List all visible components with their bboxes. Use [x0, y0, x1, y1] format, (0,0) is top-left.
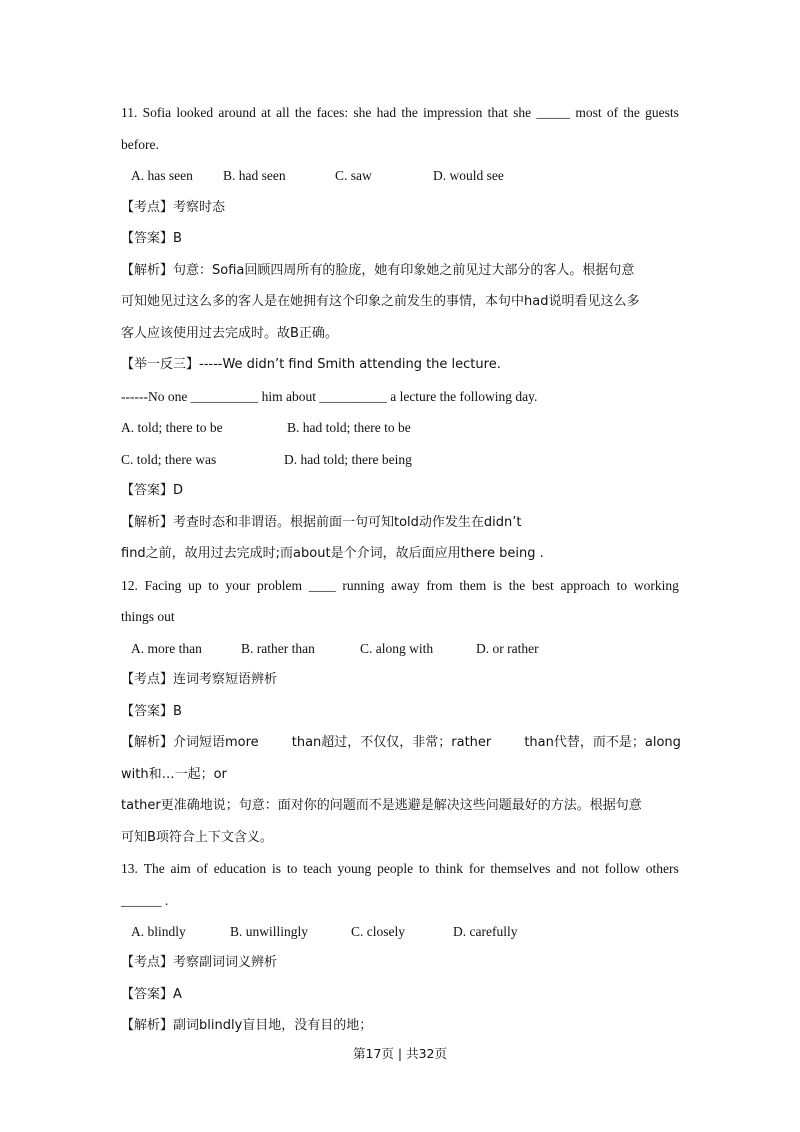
q11-extra-option-d: D. had told; there being: [284, 452, 412, 467]
stem-word: 11.: [121, 105, 138, 120]
q12-jiexi-line2: with和…一起；or: [121, 767, 227, 782]
stem-word: is: [493, 578, 503, 593]
q11-answer: 【答案】B: [121, 231, 182, 246]
stem-word: young: [337, 861, 372, 876]
stem-word: impression: [423, 105, 483, 120]
stem-word: think: [435, 861, 464, 876]
q11-option-b: B. had seen: [223, 168, 286, 183]
q11-jiexi-line2: 可知她见过这么多的客人是在她拥有这个印象之前发生的事情，本句中had说明看见这么多: [121, 294, 640, 309]
q12-stem-line1: [121, 578, 679, 594]
stem-word: she: [353, 105, 372, 120]
q11-option-c: C. saw: [335, 168, 372, 183]
stem-word: to: [208, 578, 219, 593]
stem-word: around: [218, 105, 256, 120]
q13-stem-line1: [121, 861, 679, 877]
q12-option-c: C. along with: [360, 641, 434, 656]
q11-option-a: A. has seen: [131, 168, 193, 183]
q12-option-d: D. or rather: [476, 641, 539, 656]
stem-word: themselves: [490, 861, 551, 876]
q12-option-a: A. more than: [131, 641, 202, 656]
stem-word: 12.: [121, 578, 138, 593]
q11-extra-option-b: B. had told; there to be: [287, 420, 411, 435]
stem-word: guests: [645, 105, 679, 120]
stem-word: to: [418, 861, 430, 876]
stem-word: not: [581, 861, 599, 876]
stem-word: ____: [308, 578, 336, 593]
q11-option-d: D. would see: [433, 168, 504, 183]
stem-word: faces:: [316, 105, 349, 120]
q12-kaodian: 【考点】连词考察短语辨析: [121, 672, 278, 687]
q11-extra-line2: ------No one __________ him about __________ a lecture the following day.: [121, 389, 538, 404]
stem-word: for: [468, 861, 485, 876]
q11-extra-line1: 【举一反三】-----We didn’t find Smith attending the lecture.: [121, 357, 501, 372]
stem-word: had: [376, 105, 397, 120]
q11-extra-jiexi-line2: find之前，故用过去完成时;而about是个介词，故后面应用there being .: [121, 546, 544, 561]
page-number-footer: 第17页 | 共32页: [353, 1046, 447, 1061]
stem-word: _____: [536, 105, 571, 120]
stem-word: Sofia: [142, 105, 172, 120]
q11-stem-line2: before.: [121, 137, 159, 152]
stem-word: is: [272, 861, 282, 876]
stem-word: looked: [176, 105, 214, 120]
q11-jiexi-line3: 客人应该使用过去完成时。故B正确。: [121, 326, 338, 341]
stem-word: she: [513, 105, 532, 120]
stem-word: them: [459, 578, 487, 593]
stem-word: all: [276, 105, 290, 120]
q12-answer: 【答案】B: [121, 704, 182, 719]
q12-stem-line2: things out: [121, 609, 175, 624]
stem-word: the: [401, 105, 418, 120]
q13-option-c: C. closely: [351, 924, 405, 939]
stem-word: away: [391, 578, 420, 593]
q11-extra-option-a: A. told; there to be: [121, 420, 223, 435]
stem-word: working: [633, 578, 679, 593]
q12-jiexi-line1: 【解析】介词短语more than超过，不仅仅，非常；rather than代替，而不是；along: [121, 735, 681, 750]
stem-word: up: [188, 578, 202, 593]
stem-word: that: [487, 105, 508, 120]
q12-jiexi-line3: tather更准确地说；句意：面对你的问题而不是逃避是解决这些问题最好的方法。根据句意: [121, 798, 642, 813]
q13-option-b: B. unwillingly: [230, 924, 309, 939]
stem-word: teach: [303, 861, 332, 876]
q11-extra-jiexi-line1: 【解析】考查时态和非谓语。根据前面一句可知told动作发生在didn’t: [121, 515, 522, 530]
stem-word: running: [342, 578, 385, 593]
stem-word: The: [143, 861, 165, 876]
stem-word: to: [616, 578, 628, 593]
stem-word: 13.: [121, 861, 138, 876]
q11-kaodian: 【考点】考察时态: [121, 200, 226, 215]
stem-word: the: [508, 578, 526, 593]
stem-word: follow: [604, 861, 640, 876]
q11-extra-option-c: C. told; there was: [121, 452, 217, 467]
stem-word: problem: [256, 578, 302, 593]
stem-word: aim: [170, 861, 191, 876]
q12-jiexi-line4: 可知B项符合上下文含义。: [121, 830, 273, 845]
stem-word: education: [213, 861, 267, 876]
stem-word: of: [196, 861, 208, 876]
stem-word: the: [294, 105, 312, 120]
stem-word: your: [225, 578, 251, 593]
q13-stem-line2: ______ .: [121, 893, 169, 908]
stem-word: to: [286, 861, 298, 876]
q11-stem-line1: [121, 105, 679, 121]
stem-word: from: [426, 578, 453, 593]
stem-word: approach: [560, 578, 610, 593]
q13-answer: 【答案】A: [121, 987, 182, 1002]
stem-word: most: [575, 105, 602, 120]
q13-option-d: D. carefully: [453, 924, 518, 939]
q12-option-b: B. rather than: [241, 641, 315, 656]
stem-word: others: [645, 861, 679, 876]
stem-word: and: [556, 861, 576, 876]
q13-jiexi-line1: 【解析】副词blindly盲目地，没有目的地；: [121, 1018, 373, 1033]
q11-jiexi-line1: 【解析】句意：Sofia回顾四周所有的脸庞，她有印象她之前见过大部分的客人。根据句意: [121, 263, 635, 278]
stem-word: best: [531, 578, 554, 593]
stem-word: Facing: [144, 578, 182, 593]
q13-option-a: A. blindly: [131, 924, 186, 939]
stem-word: the: [623, 105, 640, 120]
stem-word: of: [606, 105, 619, 120]
q11-extra-answer: 【答案】D: [121, 483, 184, 498]
stem-word: at: [261, 105, 271, 120]
stem-word: people: [377, 861, 414, 876]
q13-kaodian: 【考点】考察副词词义辨析: [121, 955, 278, 970]
